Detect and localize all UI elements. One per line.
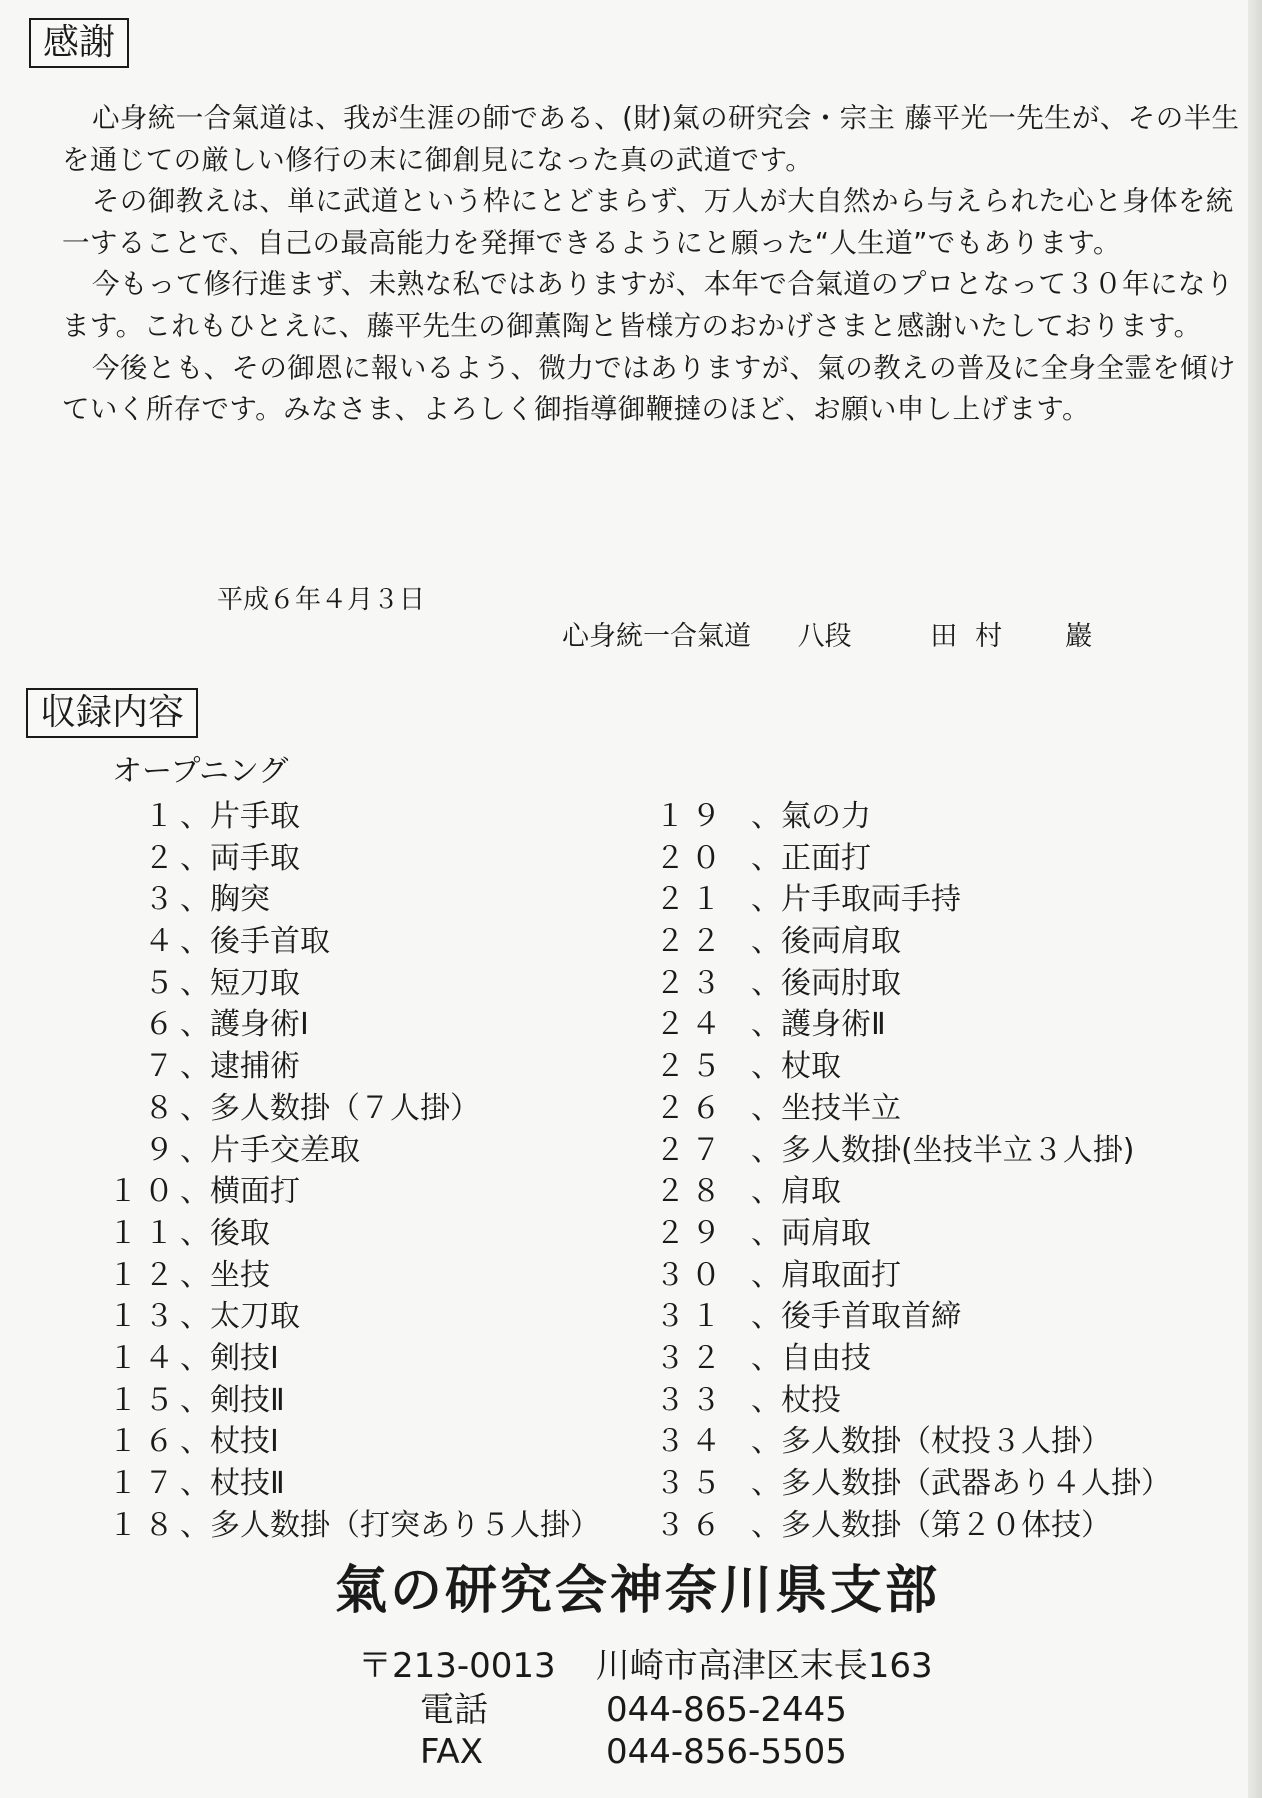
contents-item-title: 両肩取: [781, 1215, 871, 1251]
contents-item: [84, 921, 654, 963]
contents-item-title: 正面打: [781, 840, 871, 876]
contents-item: [655, 1171, 1215, 1213]
contents-item-number: １０: [108, 1174, 180, 1210]
contents-item-title: 坐技: [210, 1257, 270, 1293]
contents-item-number: １３: [108, 1299, 180, 1335]
contents-item-separator: 、: [180, 1340, 210, 1376]
opening-item: オープニング: [112, 754, 289, 789]
contents-item-title: 多人数掛（杖投３人掛）: [781, 1424, 1111, 1460]
paragraph-3: 今もって修行進まず、未熟な私ではありますが、本年で合氣道のプロとなって３０年になります。これもひとえに、藤平先生の御薫陶と皆様方のおかげさまと感謝いたしております。: [62, 268, 1234, 342]
contents-list-left: [84, 796, 654, 1546]
signature: [562, 618, 1110, 656]
footer-tel-row: [420, 1688, 847, 1732]
contents-item-separator: 、: [751, 1466, 781, 1501]
contents-item-number: ３５: [655, 1466, 727, 1501]
contents-item-number: ２３: [655, 965, 727, 1001]
contents-item: [84, 963, 654, 1005]
contents-item: [84, 1171, 654, 1213]
contents-item: [84, 1463, 654, 1505]
contents-item-title: 後両肩取: [781, 924, 901, 960]
contents-item: [655, 1130, 1215, 1172]
contents-item-title: 片手取: [210, 799, 300, 834]
contents-item-title: 杖技Ⅰ: [210, 1424, 279, 1460]
contents-item: [655, 963, 1215, 1005]
contents-item-title: 胸突: [210, 882, 270, 918]
contents-item: [84, 1004, 654, 1046]
contents-item-number: ２５: [655, 1049, 727, 1085]
contents-item-title: 後手首取首締: [781, 1299, 961, 1335]
contents-item-separator: 、: [751, 1049, 781, 1085]
contents-item: [655, 1004, 1215, 1046]
contents-item-number: ２８: [655, 1174, 727, 1210]
contents-item: [655, 838, 1215, 880]
contents-item-title: 横面打: [210, 1174, 300, 1210]
contents-item-number: ３４: [655, 1424, 727, 1460]
contents-item-separator: 、: [180, 1215, 210, 1251]
contents-item: [655, 1505, 1215, 1547]
contents-item-separator: 、: [180, 799, 210, 834]
contents-item-title: 片手交差取: [210, 1132, 360, 1168]
contents-item: [655, 796, 1215, 838]
contents-item: [655, 1421, 1215, 1463]
contents-item-separator: 、: [180, 1299, 210, 1335]
contents-item-separator: 、: [180, 1257, 210, 1293]
contents-item-number: ３０: [655, 1257, 727, 1293]
footer-city: 川崎市高津区末長163: [595, 1646, 933, 1686]
contents-item-separator: 、: [751, 924, 781, 960]
contents-item: [84, 1046, 654, 1088]
contents-item: [84, 1130, 654, 1172]
contents-item-separator: 、: [180, 1382, 210, 1418]
contents-item-separator: 、: [751, 1132, 781, 1168]
contents-item-title: 肩取面打: [781, 1257, 901, 1293]
contents-item: [655, 921, 1215, 963]
contents-item-separator: 、: [751, 1424, 781, 1460]
contents-item-number: １１: [108, 1215, 180, 1251]
section-title-thanks: 感謝: [29, 18, 129, 68]
contents-item-title: 後両肘取: [781, 965, 901, 1001]
contents-item-number: １４: [108, 1340, 180, 1376]
contents-item-title: 氣の力: [781, 799, 871, 834]
contents-item-number: ２６: [655, 1090, 727, 1126]
contents-item-title: 多人数掛（第２０体技）: [781, 1507, 1111, 1543]
contents-item-separator: 、: [180, 882, 210, 918]
contents-item: [655, 1255, 1215, 1297]
footer-tel: 044-865-2445: [606, 1690, 847, 1730]
contents-item-title: 両手取: [210, 840, 300, 876]
paragraph-2: その御教えは、単に武道という枠にとどまらず、万人が大自然から与えられた心と身体を統一することで、自己の最高能力を発揮できるようにと願った“人生道”でもあります。: [62, 185, 1234, 259]
contents-item: [84, 1505, 654, 1547]
contents-item-title: 後取: [210, 1215, 270, 1251]
footer-fax-label: FAX: [420, 1732, 483, 1772]
contents-list-right: [655, 796, 1215, 1546]
contents-item-separator: 、: [751, 1007, 781, 1043]
contents-item: [655, 1296, 1215, 1338]
contents-item-number: １５: [108, 1382, 180, 1418]
contents-item-number: ６: [144, 1007, 180, 1043]
footer-tel-label: 電話: [420, 1690, 488, 1730]
signature-org: 心身統一合氣道: [562, 621, 751, 652]
paragraph-1: 心身統一合氣道は、我が生涯の師である、(財)氣の研究会・宗主 藤平光一先生が、その半生を通じての厳しい修行の末に御創見になった真の武道です。: [62, 102, 1240, 176]
thanks-body: [62, 98, 1252, 431]
contents-item-title: 多人数掛（７人掛）: [210, 1090, 480, 1126]
contents-item-separator: 、: [180, 965, 210, 1001]
contents-item-separator: 、: [751, 1090, 781, 1126]
contents-item-number: ４: [144, 924, 180, 960]
contents-item-number: ２９: [655, 1215, 727, 1251]
contents-item-number: ３１: [655, 1299, 727, 1335]
contents-item-title: 多人数掛（打突あり５人掛）: [210, 1507, 600, 1543]
contents-item-separator: 、: [180, 1466, 210, 1501]
contents-item-title: 後手首取: [210, 924, 330, 960]
contents-item: [84, 838, 654, 880]
contents-item: [84, 1213, 654, 1255]
contents-item-title: 杖取: [781, 1049, 841, 1085]
contents-item-title: 短刀取: [210, 965, 300, 1001]
contents-item-number: １: [144, 799, 180, 834]
contents-item-number: ２２: [655, 924, 727, 960]
contents-item-separator: 、: [180, 924, 210, 960]
contents-item-separator: 、: [180, 1424, 210, 1460]
contents-item-title: 杖技Ⅱ: [210, 1466, 285, 1501]
contents-item-title: 剣技Ⅱ: [210, 1382, 285, 1418]
contents-item-separator: 、: [751, 1215, 781, 1251]
contents-item-number: １２: [108, 1257, 180, 1293]
footer-org: 氣の研究会神奈川県支部: [335, 1561, 941, 1621]
contents-item-separator: 、: [751, 799, 781, 834]
contents-item-number: ２: [144, 840, 180, 876]
contents-item-title: 護身術Ⅱ: [781, 1007, 886, 1043]
contents-item-separator: 、: [751, 1174, 781, 1210]
contents-item-separator: 、: [751, 840, 781, 876]
contents-item-number: １９: [655, 799, 727, 834]
contents-item-number: ２４: [655, 1007, 727, 1043]
contents-item-separator: 、: [180, 1007, 210, 1043]
contents-item-separator: 、: [180, 840, 210, 876]
contents-item-number: ３: [144, 882, 180, 918]
contents-item-number: ３３: [655, 1382, 727, 1418]
contents-item: [84, 1088, 654, 1130]
contents-item-separator: 、: [751, 1382, 781, 1418]
contents-item-number: ７: [144, 1049, 180, 1085]
contents-item: [84, 1296, 654, 1338]
contents-item: [84, 879, 654, 921]
contents-item-title: 杖投: [781, 1382, 841, 1418]
contents-item: [84, 1421, 654, 1463]
contents-item: [655, 1213, 1215, 1255]
signature-name: 田村 巖: [930, 621, 1111, 652]
contents-item-number: １６: [108, 1424, 180, 1460]
contents-item: [84, 1338, 654, 1380]
footer-fax-row: [420, 1730, 847, 1774]
contents-item: [655, 1338, 1215, 1380]
contents-item-number: ９: [144, 1132, 180, 1168]
contents-item: [655, 879, 1215, 921]
contents-item-title: 逮捕術: [210, 1049, 300, 1085]
contents-item-separator: 、: [180, 1049, 210, 1085]
contents-item: [84, 1255, 654, 1297]
contents-item-number: ２０: [655, 840, 727, 876]
contents-item: [655, 1380, 1215, 1422]
contents-item-number: ８: [144, 1090, 180, 1126]
signature-rank: 八段: [797, 621, 852, 652]
document-date: 平成６年４月３日: [217, 585, 426, 615]
contents-item-number: １８: [108, 1507, 180, 1543]
footer-fax: 044-856-5505: [606, 1732, 847, 1772]
paragraph-4: 今後とも、その御恩に報いるよう、微力ではありますが、氣の教えの普及に全身全霊を傾けていく所存です。みなさま、よろしく御指導御鞭撻のほど、お願い申し上げます。: [62, 351, 1236, 426]
contents-item: [655, 1046, 1215, 1088]
contents-item-title: 護身術Ⅰ: [210, 1007, 309, 1043]
contents-item-separator: 、: [180, 1132, 210, 1168]
contents-item: [84, 1380, 654, 1422]
contents-item-separator: 、: [180, 1174, 210, 1210]
contents-item-title: 多人数掛（武器あり４人掛）: [781, 1466, 1171, 1501]
contents-item-number: ２７: [655, 1132, 727, 1168]
contents-item-separator: 、: [751, 965, 781, 1001]
contents-item-title: 坐技半立: [781, 1090, 901, 1126]
contents-item: [655, 1088, 1215, 1130]
contents-item: [84, 796, 654, 838]
contents-item-number: ５: [144, 965, 180, 1001]
contents-item-title: 肩取: [781, 1174, 841, 1210]
contents-item: [655, 1463, 1215, 1505]
contents-item-separator: 、: [751, 1299, 781, 1335]
contents-item-number: １７: [108, 1466, 180, 1501]
contents-item-separator: 、: [751, 1507, 781, 1543]
contents-item-separator: 、: [180, 1507, 210, 1543]
contents-item-number: ３２: [655, 1340, 727, 1376]
contents-item-separator: 、: [180, 1090, 210, 1126]
section-title-contents: 収録内容: [26, 688, 198, 738]
contents-item-title: 剣技Ⅰ: [210, 1340, 279, 1376]
footer-postal: 〒213-0013: [358, 1646, 556, 1686]
contents-item-separator: 、: [751, 1257, 781, 1293]
contents-item-title: 多人数掛(坐技半立３人掛): [781, 1132, 1135, 1168]
contents-item-separator: 、: [751, 882, 781, 918]
contents-item-number: ２１: [655, 882, 727, 918]
footer-address: [358, 1644, 933, 1688]
contents-item-title: 太刀取: [210, 1299, 300, 1335]
contents-item-number: ３６: [655, 1507, 727, 1543]
contents-item-title: 自由技: [781, 1340, 871, 1376]
contents-item-title: 片手取両手持: [781, 882, 961, 918]
contents-item-separator: 、: [751, 1340, 781, 1376]
